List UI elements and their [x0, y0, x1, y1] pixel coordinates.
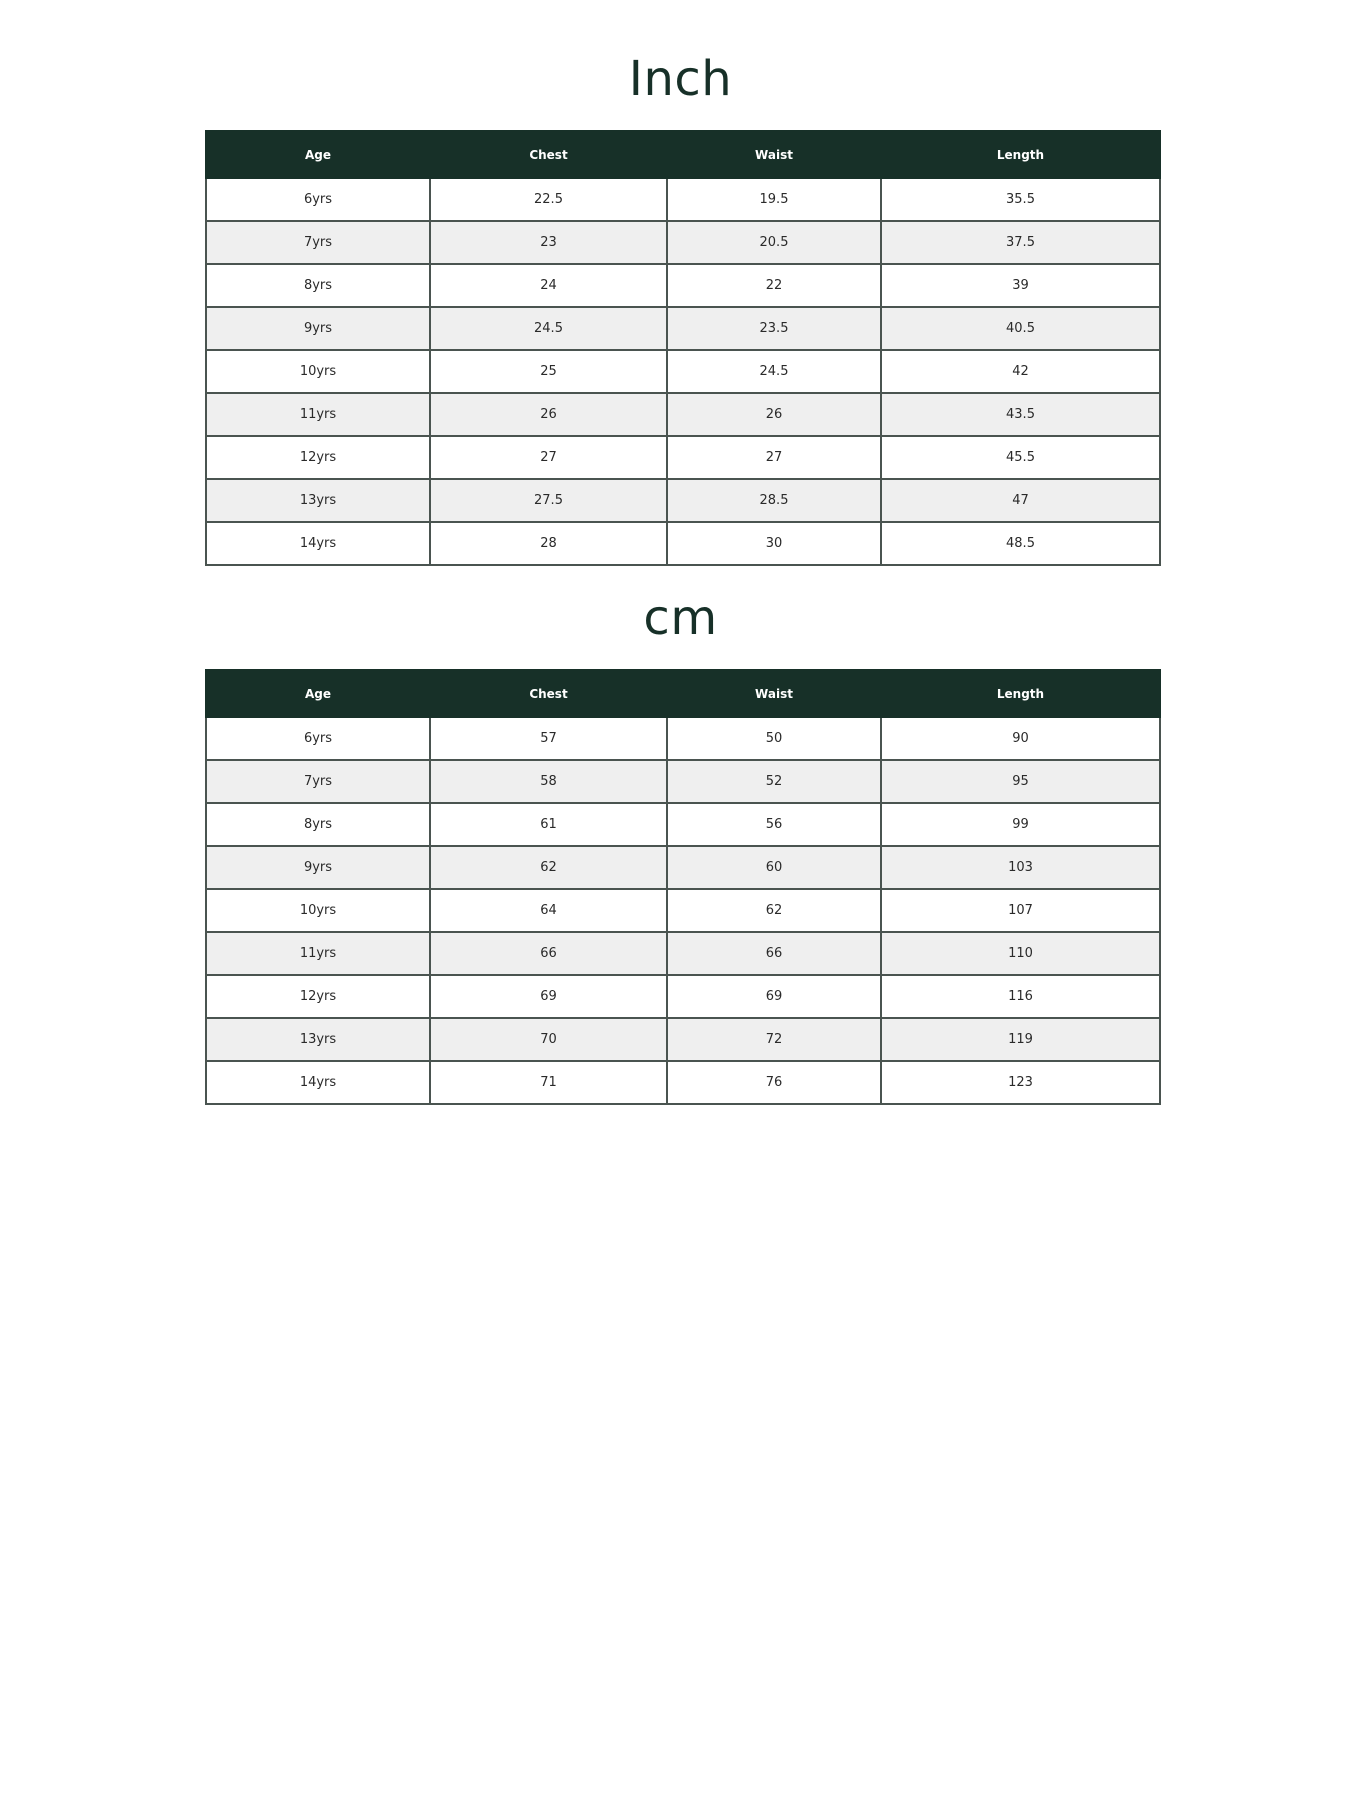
cell-length: 119	[881, 1018, 1160, 1061]
cell-chest: 24	[430, 264, 667, 307]
cell-age: 9yrs	[206, 846, 430, 889]
cell-waist: 62	[667, 889, 881, 932]
cell-waist: 24.5	[667, 350, 881, 393]
cell-length: 107	[881, 889, 1160, 932]
cell-length: 123	[881, 1061, 1160, 1104]
table-row	[206, 975, 1160, 1018]
header-age: Age	[206, 670, 430, 717]
cell-age: 8yrs	[206, 803, 430, 846]
cell-waist: 69	[667, 975, 881, 1018]
table-row	[206, 393, 1160, 436]
table-row	[206, 522, 1160, 565]
cell-waist: 66	[667, 932, 881, 975]
cell-chest: 22.5	[430, 178, 667, 221]
cell-length: 90	[881, 717, 1160, 760]
inch-size-table	[205, 130, 1161, 566]
cell-length: 47	[881, 479, 1160, 522]
cell-length: 45.5	[881, 436, 1160, 479]
table-row	[206, 932, 1160, 975]
header-chest: Chest	[430, 670, 667, 717]
cell-chest: 27	[430, 436, 667, 479]
cell-length: 110	[881, 932, 1160, 975]
cell-waist: 76	[667, 1061, 881, 1104]
header-waist: Waist	[667, 131, 881, 178]
cell-length: 40.5	[881, 307, 1160, 350]
cell-length: 95	[881, 760, 1160, 803]
cell-age: 6yrs	[206, 178, 430, 221]
cell-chest: 23	[430, 221, 667, 264]
table-row	[206, 1018, 1160, 1061]
cell-waist: 50	[667, 717, 881, 760]
table-row	[206, 717, 1160, 760]
cell-length: 48.5	[881, 522, 1160, 565]
header-length: Length	[881, 670, 1160, 717]
cm-size-table	[205, 669, 1161, 1105]
cell-chest: 71	[430, 1061, 667, 1104]
cell-age: 12yrs	[206, 436, 430, 479]
table-row	[206, 264, 1160, 307]
cell-waist: 26	[667, 393, 881, 436]
cell-waist: 72	[667, 1018, 881, 1061]
cell-chest: 66	[430, 932, 667, 975]
header-length: Length	[881, 131, 1160, 178]
cell-chest: 62	[430, 846, 667, 889]
table-row	[206, 1061, 1160, 1104]
cell-age: 7yrs	[206, 760, 430, 803]
cell-age: 14yrs	[206, 1061, 430, 1104]
cell-waist: 30	[667, 522, 881, 565]
cell-chest: 64	[430, 889, 667, 932]
inch-section-title: Inch	[628, 51, 733, 107]
cell-length: 42	[881, 350, 1160, 393]
cell-waist: 28.5	[667, 479, 881, 522]
cell-length: 116	[881, 975, 1160, 1018]
cell-waist: 52	[667, 760, 881, 803]
table-row	[206, 846, 1160, 889]
cell-chest: 57	[430, 717, 667, 760]
cell-chest: 69	[430, 975, 667, 1018]
cell-age: 7yrs	[206, 221, 430, 264]
cell-chest: 28	[430, 522, 667, 565]
cell-age: 10yrs	[206, 350, 430, 393]
cell-age: 11yrs	[206, 932, 430, 975]
table-row	[206, 760, 1160, 803]
cell-chest: 27.5	[430, 479, 667, 522]
cell-length: 39	[881, 264, 1160, 307]
cm-section-title: cm	[643, 590, 718, 646]
cell-age: 12yrs	[206, 975, 430, 1018]
table-row	[206, 436, 1160, 479]
table-row	[206, 889, 1160, 932]
cell-age: 13yrs	[206, 1018, 430, 1061]
header-chest: Chest	[430, 131, 667, 178]
cell-waist: 19.5	[667, 178, 881, 221]
table-row	[206, 479, 1160, 522]
header-waist: Waist	[667, 670, 881, 717]
cell-chest: 61	[430, 803, 667, 846]
cell-chest: 58	[430, 760, 667, 803]
cell-waist: 23.5	[667, 307, 881, 350]
cell-chest: 70	[430, 1018, 667, 1061]
cell-length: 43.5	[881, 393, 1160, 436]
table-row	[206, 178, 1160, 221]
cell-age: 8yrs	[206, 264, 430, 307]
header-age: Age	[206, 131, 430, 178]
table-row	[206, 221, 1160, 264]
table-header-row	[206, 131, 1160, 178]
table-row	[206, 307, 1160, 350]
cell-chest: 25	[430, 350, 667, 393]
cell-waist: 20.5	[667, 221, 881, 264]
cell-age: 9yrs	[206, 307, 430, 350]
cell-chest: 26	[430, 393, 667, 436]
cell-age: 6yrs	[206, 717, 430, 760]
cell-waist: 22	[667, 264, 881, 307]
cell-waist: 27	[667, 436, 881, 479]
cell-waist: 56	[667, 803, 881, 846]
table-row	[206, 350, 1160, 393]
cell-chest: 24.5	[430, 307, 667, 350]
cell-age: 13yrs	[206, 479, 430, 522]
cell-length: 35.5	[881, 178, 1160, 221]
cell-age: 10yrs	[206, 889, 430, 932]
cell-length: 99	[881, 803, 1160, 846]
table-header-row	[206, 670, 1160, 717]
cell-waist: 60	[667, 846, 881, 889]
cell-length: 103	[881, 846, 1160, 889]
table-row	[206, 803, 1160, 846]
cell-length: 37.5	[881, 221, 1160, 264]
cell-age: 14yrs	[206, 522, 430, 565]
cell-age: 11yrs	[206, 393, 430, 436]
